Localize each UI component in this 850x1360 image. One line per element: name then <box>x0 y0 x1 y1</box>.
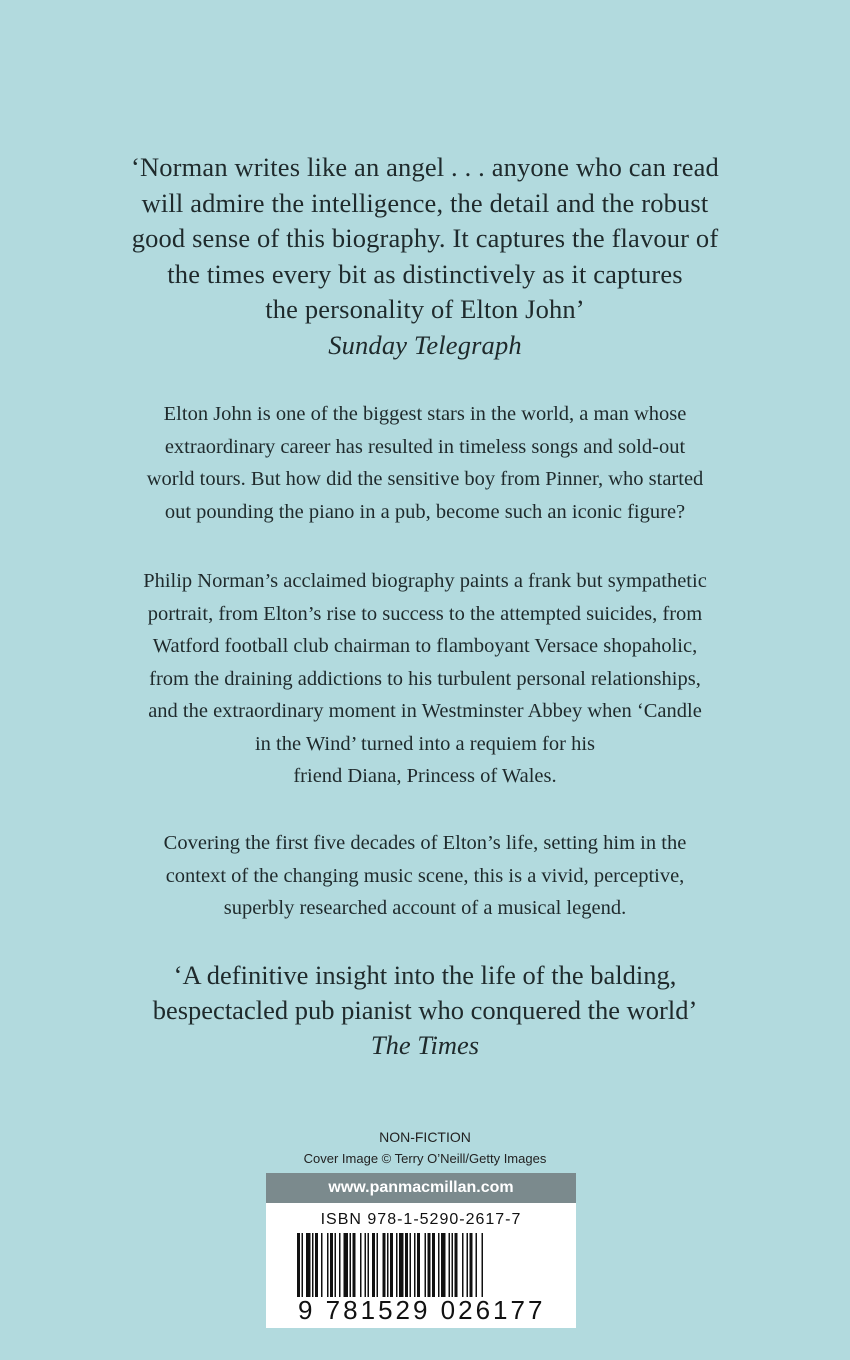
barcode-panel <box>266 1203 576 1328</box>
quote-line: the times every bit as distinctively as it captures <box>167 258 683 289</box>
blurb-line: and the extraordinary moment in Westminster Abbey when ‘Candle <box>148 700 702 722</box>
blurb-line: world tours. But how did the sensitive boy from Pinner, who started <box>146 468 704 490</box>
blurb-line: portrait, from Elton’s rise to success to the attempted suicides, from <box>147 602 703 625</box>
quote-line: will admire the intelligence, the detail and the robust <box>141 187 709 218</box>
isbn-number: ISBN 978-1-5290-2617-7 <box>320 1211 522 1228</box>
cover-image-credit: Cover Image © Terry O’Neill/Getty Images <box>303 1151 547 1166</box>
blurb-line: friend Diana, Princess of Wales. <box>293 765 557 787</box>
blurb-line: from the draining addictions to his turbulent personal relationships, <box>149 667 701 690</box>
blurb-line: context of the changing music scene, this is a vivid, perceptive, <box>165 864 685 887</box>
blurb-line: superbly researched account of a musical legend. <box>223 897 627 919</box>
blurb-line: out pounding the piano in a pub, become such an iconic figure? <box>164 500 686 523</box>
publisher-website-link[interactable]: www.panmacmillan.com <box>266 1173 576 1203</box>
blurb-line: extraordinary career has resulted in timeless songs and sold-out <box>164 435 686 458</box>
blurb-line: Elton John is one of the biggest stars in the world, a man whose <box>163 403 687 425</box>
quote-line: ‘Norman writes like an angel . . . anyone who can read <box>131 152 719 182</box>
review-quote-bottom <box>40 958 810 1063</box>
blurb-paragraph-2 <box>40 565 810 793</box>
blurb-line: Covering the first five decades of Elton’s life, setting him in the <box>163 832 687 854</box>
blurb-line: in the Wind’ turned into a requiem for his <box>254 732 595 755</box>
quote-line: good sense of this biography. It captures the flavour of <box>131 223 719 253</box>
blurb-paragraph-3 <box>40 827 810 925</box>
blurb-paragraph-1 <box>40 398 810 528</box>
quote-line: the personality of Elton John’ <box>265 294 585 324</box>
blurb-line: Watford football club chairman to flamboyant Versace shopaholic, <box>152 635 698 657</box>
genre-label: NON-FICTION <box>379 1129 471 1145</box>
quote-line: bespectacled pub pianist who conquered the world’ <box>152 995 698 1025</box>
review-quote-top <box>40 150 810 363</box>
quote-line: ‘A definitive insight into the life of the balding, <box>173 960 677 990</box>
blurb-line: Philip Norman’s acclaimed biography paints a frank but sympathetic <box>143 570 707 592</box>
barcode-digits: 9 781529 026177 <box>296 1297 558 1323</box>
quote-source: Sunday Telegraph <box>328 329 522 360</box>
quote-source: The Times <box>370 1030 480 1060</box>
